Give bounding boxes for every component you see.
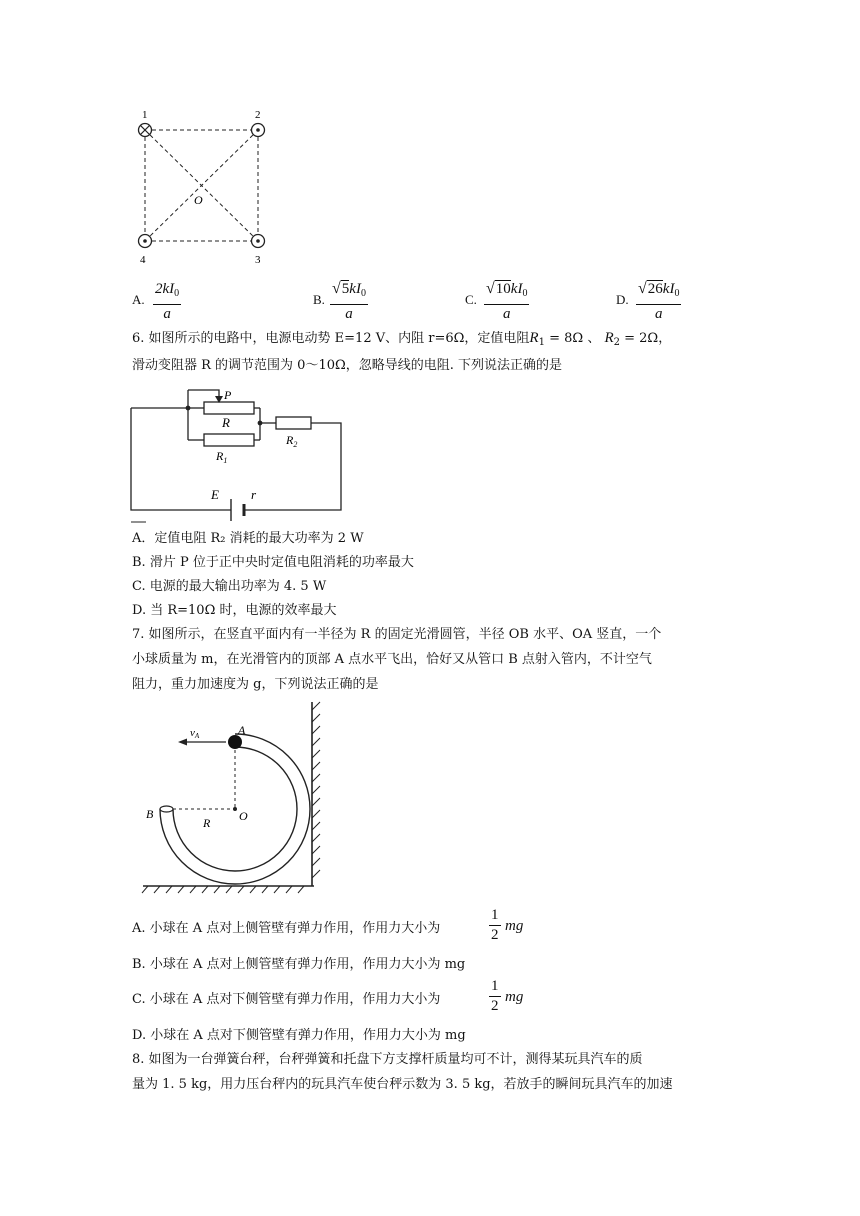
q7-stem-line-3: 阻力，重力加速度为 g，下列说法正确的是 xyxy=(132,677,379,692)
svg-text:O: O xyxy=(239,809,248,823)
ball-icon xyxy=(228,735,242,749)
option-label: A. xyxy=(132,292,145,307)
svg-text:R2: $R_2$ xyxy=(286,433,298,449)
wire-4-out-of-page-icon xyxy=(139,235,152,248)
wire-1-into-page-icon xyxy=(139,124,152,137)
resistor-r2 xyxy=(276,417,311,429)
label-4: 4 xyxy=(140,254,146,266)
q8-stem-line-1: 8. 如图为一台弹簧台秤，台秤弹簧和托盘下方支撑杆质量均可不计，测得某玩具汽车的质 xyxy=(132,1052,643,1067)
velocity-arrow-icon xyxy=(178,739,187,746)
wire-2-out-of-page-icon xyxy=(252,124,265,137)
q6-option-a: A．定值电阻 R₂ 消耗的最大功率为 2 W xyxy=(132,531,364,546)
svg-text:r: r xyxy=(251,487,257,502)
circular-tube-diagram xyxy=(140,700,325,895)
svg-text:B: B xyxy=(146,807,154,821)
circuit-diagram xyxy=(126,380,356,525)
svg-text:A: A xyxy=(238,723,246,737)
q6-option-b: B. 滑片 P 位于正中央时定值电阻消耗的功率最大 xyxy=(132,555,414,570)
svg-text:R1: $R_1$ xyxy=(216,449,228,465)
label-2: 2 xyxy=(255,109,261,121)
label-1: 1 xyxy=(142,109,148,121)
q7-option-d: D. 小球在 A 点对下侧管壁有弹力作用，作用力大小为 mg xyxy=(132,1028,466,1043)
q6-option-c: C. 电源的最大输出功率为 4. 5 W xyxy=(132,579,327,594)
wire-3-out-of-page-icon xyxy=(252,235,265,248)
tube-mouth-b xyxy=(160,806,173,812)
q8-stem-line-2: 量为 1. 5 kg，用力压台秤内的玩具汽车使台秤示数为 3. 5 kg，若放手的瞬间玩具汽车的加速 xyxy=(132,1077,673,1092)
resistor-r1 xyxy=(204,434,254,446)
q7-stem-line-1: 7. 如图所示，在竖直平面内有一半径为 R 的固定光滑圆管，半径 OB 水平、OA 竖直，一个 xyxy=(132,627,662,642)
q6-stem-line-2: 滑动变阻器 R 的调节范围为 0～10Ω，忽略导线的电阻. 下列说法正确的是 xyxy=(132,358,563,373)
label-3: 3 xyxy=(255,254,261,266)
center-label: O xyxy=(194,193,203,207)
q6-stem-line-1: 6. 如图所示的电路中，电源电动势 E=12 V、内阻 r=6Ω，定值电阻$R_1 = 8\Omega$ 、 $R_2 = 2\Omega$， xyxy=(132,330,672,348)
q7-option-b: B. 小球在 A 点对上侧管壁有弹力作用，作用力大小为 mg xyxy=(132,957,466,972)
q6-option-d: D. 当 R=10Ω 时，电源的效率最大 xyxy=(132,603,337,618)
svg-text:R: R xyxy=(203,816,211,830)
svg-text:R: R xyxy=(222,415,230,430)
svg-text:P: P xyxy=(224,388,232,402)
svg-text:E: E xyxy=(211,487,219,502)
rheostat-r xyxy=(204,402,254,414)
q7-stem-line-2: 小球质量为 m，在光滑管内的顶部 A 点水平飞出，恰好又从管口 B 点射入管内，不计空气 xyxy=(132,652,652,667)
wire-square-diagram xyxy=(128,108,278,268)
svg-text:vA: vA xyxy=(190,727,200,740)
